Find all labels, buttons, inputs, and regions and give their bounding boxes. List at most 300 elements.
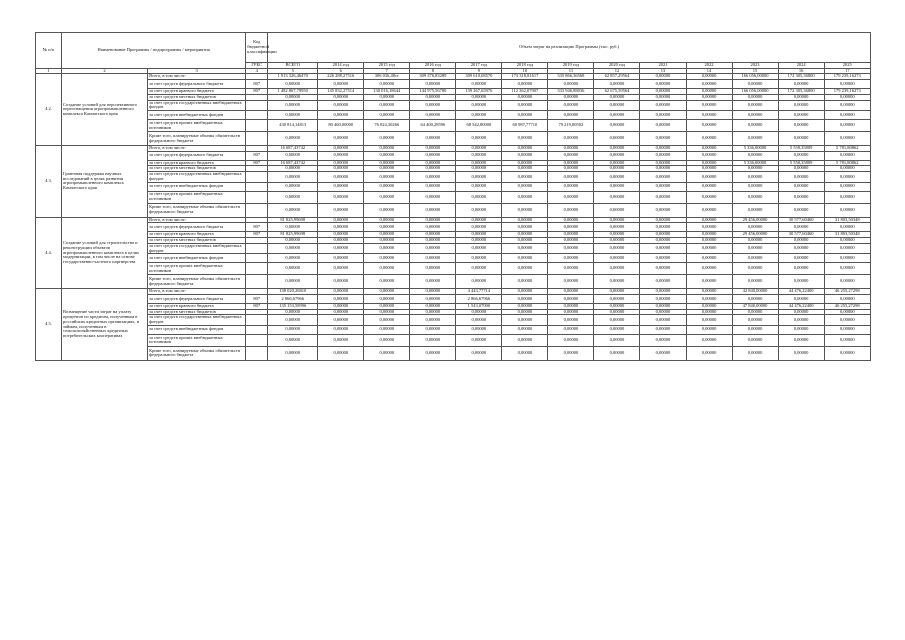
total-value: 1 913 326,46470 xyxy=(268,74,318,80)
table-row xyxy=(36,203,871,217)
year-value: 30 577,60460 xyxy=(778,232,824,238)
year-value: 0,00000 xyxy=(410,232,456,238)
year-value: 0,00000 xyxy=(732,80,778,89)
year-value: 0,00000 xyxy=(318,172,364,182)
year-value: 44 476,22400 xyxy=(778,303,824,309)
funding-source: Кроме того, планируемые объемы обязательств федерального бюджета xyxy=(148,132,246,146)
year-value: 0,00000 xyxy=(364,315,410,325)
header-code: Код бюджетной классификации xyxy=(246,33,268,63)
total-value: 0,00000 xyxy=(268,254,318,263)
year-value: 0,00000 xyxy=(364,263,410,275)
year-value: 0,00000 xyxy=(364,111,410,120)
year-value: 0,00000 xyxy=(364,191,410,203)
year-value: 0,00000 xyxy=(594,223,640,232)
year-value: 0,00000 xyxy=(732,294,778,303)
year-value: 0,00000 xyxy=(732,166,778,172)
year-value: 0,00000 xyxy=(686,89,732,95)
year-value: 0,00000 xyxy=(686,151,732,160)
year-value: 0,00000 xyxy=(640,294,686,303)
year-value: 0,00000 xyxy=(824,166,870,172)
year-value: 0,00000 xyxy=(732,172,778,182)
section-index: 4.3. xyxy=(36,146,62,218)
year-value: 0,00000 xyxy=(502,289,548,295)
year-value: 0,00000 xyxy=(640,217,686,223)
year-value: 60 987,77710 xyxy=(502,120,548,132)
year-value: 1 543,07000 xyxy=(456,303,502,309)
year-value: 0,00000 xyxy=(318,254,364,263)
year-value: 0,00000 xyxy=(824,315,870,325)
year-value: 5 558,35809 xyxy=(778,160,824,166)
header-year: 2014 год xyxy=(318,63,364,69)
year-value: 0,00000 xyxy=(410,166,456,172)
year-value: 306 036,48ст xyxy=(364,74,410,80)
table-row xyxy=(36,263,871,275)
funding-source: за счет средств внебюджетных фондов xyxy=(148,254,246,263)
budget-code xyxy=(246,132,268,146)
year-value: 0,00000 xyxy=(318,325,364,334)
year-value: 0,00000 xyxy=(824,172,870,182)
year-value: 0,00000 xyxy=(824,111,870,120)
header-year: 2020 год xyxy=(594,63,640,69)
year-value: 0,00000 xyxy=(548,132,594,146)
year-value: 0,00000 xyxy=(318,346,364,360)
year-value: 0,00000 xyxy=(594,303,640,309)
year-value: 0,00000 xyxy=(594,232,640,238)
budget-code xyxy=(246,243,268,253)
header-year: 2019 год xyxy=(548,63,594,69)
year-value: 0,00000 xyxy=(456,325,502,334)
total-value: 0,00000 xyxy=(268,263,318,275)
year-value: 0,00000 xyxy=(778,325,824,334)
year-value: 0,00000 xyxy=(502,275,548,289)
year-value: 0,00000 xyxy=(778,254,824,263)
table-row xyxy=(36,254,871,263)
total-value: 0,00000 xyxy=(268,238,318,244)
funding-source: за счет средств федерального бюджета xyxy=(148,80,246,89)
year-value: 46 255,27298 xyxy=(824,303,870,309)
year-value: 0,00000 xyxy=(594,315,640,325)
year-value: 0,00000 xyxy=(548,166,594,172)
year-value: 0,00000 xyxy=(548,275,594,289)
year-value: 0,00000 xyxy=(778,203,824,217)
funding-source: за счет средств прочих внебюджетных источников xyxy=(148,191,246,203)
year-value: 30 577,60460 xyxy=(778,217,824,223)
year-value: 0,00000 xyxy=(410,111,456,120)
year-value: 0,00000 xyxy=(548,146,594,152)
year-value: 0,00000 xyxy=(502,238,548,244)
year-value: 0,00000 xyxy=(824,346,870,360)
year-value: 0,00000 xyxy=(778,294,824,303)
funding-source: за счет средств внебюджетных фондов xyxy=(148,111,246,120)
table-row xyxy=(36,325,871,334)
year-value: 0,00000 xyxy=(456,191,502,203)
year-value: 0,00000 xyxy=(686,160,732,166)
year-value: 0,00000 xyxy=(318,100,364,110)
total-value: 0,00000 xyxy=(268,111,318,120)
column-number: 3 xyxy=(148,68,246,74)
year-value: 0,00000 xyxy=(318,166,364,172)
year-value: 0,00000 xyxy=(502,182,548,191)
year-value: 0,00000 xyxy=(640,74,686,80)
section-name: Возмещение части затрат на уплату процентов по кредитам, полученным в российских кредитных организациях, и займам, полученным в сельскохозяйственных кредитных потребительских кооперативах xyxy=(62,289,148,361)
year-value: 0,00000 xyxy=(686,223,732,232)
year-value: 0,00000 xyxy=(410,275,456,289)
table-row xyxy=(36,151,871,160)
year-value: 0,00000 xyxy=(640,232,686,238)
year-value: 0,00000 xyxy=(456,100,502,110)
year-value: 0,00000 xyxy=(732,100,778,110)
year-value: 0,00000 xyxy=(594,182,640,191)
funding-source: за счет средств краевого бюджета xyxy=(148,89,246,95)
year-value: 0,00000 xyxy=(640,315,686,325)
year-value: 179 239,16273 xyxy=(824,74,870,80)
year-value: 0,00000 xyxy=(318,303,364,309)
header-total: ВСЕГО xyxy=(268,63,318,69)
year-value: 0,00000 xyxy=(732,203,778,217)
table-row xyxy=(36,182,871,191)
total-value: 0,00000 xyxy=(268,172,318,182)
budget-sheet xyxy=(35,32,871,361)
year-value: 0,00000 xyxy=(548,182,594,191)
column-number: 5 xyxy=(268,68,318,74)
year-value: 0,00000 xyxy=(686,100,732,110)
year-value: 0,00000 xyxy=(456,166,502,172)
funding-source: за счет средств местных бюджетов xyxy=(148,238,246,244)
year-value: 0,00000 xyxy=(686,182,732,191)
header-year: 2025 xyxy=(824,63,870,69)
year-value: 0,00000 xyxy=(502,303,548,309)
funding-source: за счет средств государственных внебюджетных фондов xyxy=(148,243,246,253)
year-value: 0,00000 xyxy=(548,325,594,334)
year-value: 0,00000 xyxy=(364,303,410,309)
header-year: 2022 xyxy=(686,63,732,69)
year-value: 0,00000 xyxy=(364,254,410,263)
year-value: 0,00000 xyxy=(364,80,410,89)
year-value: 0,00000 xyxy=(456,238,502,244)
column-number: 6 xyxy=(318,68,364,74)
year-value: 0,00000 xyxy=(410,203,456,217)
year-value: 0,00000 xyxy=(594,289,640,295)
year-value: 0,00000 xyxy=(824,80,870,89)
year-value: 0,00000 xyxy=(778,263,824,275)
column-number: 10 xyxy=(502,68,548,74)
year-value: 0,00000 xyxy=(502,294,548,303)
year-value: 0,00000 xyxy=(502,254,548,263)
year-value: 130 016,18644 xyxy=(364,89,410,95)
section-name: Создание условий для строительства и реконструкции объектов агропромышленного комплекса в целях модернизации, в том числе на основе государственно-частного партнерства xyxy=(62,217,148,289)
year-value: 0,00000 xyxy=(640,94,686,100)
year-value: 44 476,22400 xyxy=(778,289,824,295)
total-value: 0,00000 xyxy=(268,80,318,89)
year-value: 0,00000 xyxy=(502,263,548,275)
column-number: 14 xyxy=(686,68,732,74)
budget-code xyxy=(246,172,268,182)
header-year: 2017 год xyxy=(456,63,502,69)
budget-table xyxy=(35,32,871,361)
budget-code xyxy=(246,120,268,132)
year-value: 0,00000 xyxy=(364,94,410,100)
budget-code xyxy=(246,275,268,289)
year-value: 0,00000 xyxy=(824,120,870,132)
year-value: 0,00000 xyxy=(640,203,686,217)
year-value: 0,00000 xyxy=(594,203,640,217)
year-value: 0,00000 xyxy=(548,100,594,110)
year-value: 0,00000 xyxy=(318,263,364,275)
year-value: 0,00000 xyxy=(824,132,870,146)
budget-code: 807 xyxy=(246,80,268,89)
year-value: 0,00000 xyxy=(548,309,594,315)
year-value: 31 803,50348 xyxy=(824,217,870,223)
year-value: 0,00000 xyxy=(686,315,732,325)
year-value: 0,00000 xyxy=(318,203,364,217)
year-value: 0,00000 xyxy=(410,303,456,309)
year-value: 46 255,27298 xyxy=(824,289,870,295)
budget-code xyxy=(246,315,268,325)
year-value: 0,00000 xyxy=(410,94,456,100)
year-value: 0,00000 xyxy=(364,166,410,172)
header-year: 2021 xyxy=(640,63,686,69)
year-value: 0,00000 xyxy=(640,254,686,263)
year-value: 0,00000 xyxy=(824,243,870,253)
section-index: 4.2. xyxy=(36,74,62,146)
header-year: 2015 год xyxy=(364,63,410,69)
year-value: 0,00000 xyxy=(410,346,456,360)
year-value: 5 781,80862 xyxy=(824,146,870,152)
table-row xyxy=(36,100,871,110)
year-value: 0,00000 xyxy=(410,100,456,110)
funding-source: за счет средств прочих внебюджетных источников xyxy=(148,334,246,346)
year-value: 0,00000 xyxy=(410,151,456,160)
budget-code xyxy=(246,334,268,346)
year-value: 0,00000 xyxy=(778,238,824,244)
year-value: 0,00000 xyxy=(686,325,732,334)
year-value: 0,00000 xyxy=(364,146,410,152)
year-value: 0,00000 xyxy=(410,80,456,89)
year-value: 0,00000 xyxy=(594,254,640,263)
year-value: 0,00000 xyxy=(364,309,410,315)
header-year: 2024 xyxy=(778,63,824,69)
budget-code xyxy=(246,111,268,120)
year-value: 0,00000 xyxy=(502,100,548,110)
year-value: 0,00000 xyxy=(594,238,640,244)
year-value: 0,00000 xyxy=(318,238,364,244)
year-value: 0,00000 xyxy=(686,294,732,303)
year-value: 0,00000 xyxy=(778,111,824,120)
year-value: 145 832,27514 xyxy=(318,89,364,95)
year-value: 0,00000 xyxy=(410,325,456,334)
year-value: 0,00000 xyxy=(732,191,778,203)
year-value: 0,00000 xyxy=(548,346,594,360)
year-value: 166 056,00000 xyxy=(732,89,778,95)
year-value: 0,00000 xyxy=(364,151,410,160)
year-value: 0,00000 xyxy=(594,217,640,223)
year-value: 0,00000 xyxy=(456,232,502,238)
header-volume: Объем затрат на реализацию Программы (тыс. руб.) xyxy=(268,33,871,63)
year-value: 0,00000 xyxy=(410,132,456,146)
year-value: 80 460,00000 xyxy=(318,120,364,132)
header-code-sub: ГРБС xyxy=(246,63,268,69)
year-value: 0,00000 xyxy=(732,325,778,334)
year-value: 0,00000 xyxy=(364,289,410,295)
year-value: 0,00000 xyxy=(364,100,410,110)
year-value: 144 975,56780 xyxy=(410,89,456,95)
year-value: 0,00000 xyxy=(456,146,502,152)
funding-source: Кроме того, планируемые объемы обязательств федерального бюджета xyxy=(148,275,246,289)
year-value: 0,00000 xyxy=(594,346,640,360)
funding-source: за счет средств внебюджетных фондов xyxy=(148,182,246,191)
year-value: 0,00000 xyxy=(548,238,594,244)
year-value: 309 376,83289 xyxy=(410,74,456,80)
header-name: Наименование Программы / подпрограммы / мероприятия xyxy=(62,33,246,69)
funding-source: за счет средств федерального бюджета xyxy=(148,223,246,232)
year-value: 0,00000 xyxy=(456,217,502,223)
year-value: 0,00000 xyxy=(318,146,364,152)
year-value: 0,00000 xyxy=(686,132,732,146)
year-value: 0,00000 xyxy=(732,120,778,132)
year-value: 0,00000 xyxy=(778,94,824,100)
year-value: 0,00000 xyxy=(364,275,410,289)
year-value: 0,00000 xyxy=(778,243,824,253)
section-name: Создание условий для перспективного переоснащения агропромышленного комплекса Камчатского края xyxy=(62,74,148,146)
funding-source: Кроме того, планируемые объемы обязательств федерального бюджета xyxy=(148,346,246,360)
year-value: 0,00000 xyxy=(364,334,410,346)
funding-source: за счет средств государственных внебюджетных фондов xyxy=(148,315,246,325)
year-value: 0,00000 xyxy=(502,160,548,166)
section-index: 4.5. xyxy=(36,289,62,361)
budget-code xyxy=(246,182,268,191)
year-value: 0,00000 xyxy=(548,243,594,253)
section-index: 4.4. xyxy=(36,217,62,289)
year-value: 0,00000 xyxy=(364,203,410,217)
year-value: 42 840,00000 xyxy=(732,289,778,295)
year-value: 0,00000 xyxy=(364,217,410,223)
year-value: 0,00000 xyxy=(502,346,548,360)
year-value: 0,00000 xyxy=(548,203,594,217)
column-number: 17 xyxy=(824,68,870,74)
year-value: 0,00000 xyxy=(456,254,502,263)
year-value: 5 336,00000 xyxy=(732,160,778,166)
year-value: 0,00000 xyxy=(456,243,502,253)
year-value: 179 239,16273 xyxy=(824,89,870,95)
year-value: 0,00000 xyxy=(548,254,594,263)
year-value: 0,00000 xyxy=(594,94,640,100)
column-number: 1 xyxy=(36,68,62,74)
year-value: 0,00000 xyxy=(594,146,640,152)
funding-source: за счет средств краевого бюджета xyxy=(148,160,246,166)
year-value: 0,00000 xyxy=(686,217,732,223)
year-value: 0,00000 xyxy=(778,309,824,315)
total-value: 0,00000 xyxy=(268,166,318,172)
year-value: 0,00000 xyxy=(502,325,548,334)
year-value: 0,00000 xyxy=(456,275,502,289)
year-value: 0,00000 xyxy=(502,243,548,253)
year-value: 0,00000 xyxy=(640,151,686,160)
year-value: 0,00000 xyxy=(502,232,548,238)
year-value: 0,00000 xyxy=(548,172,594,182)
year-value: 0,00000 xyxy=(410,254,456,263)
year-value: 2 866,67966 xyxy=(456,294,502,303)
year-value: 139 267,65976 xyxy=(456,89,502,95)
section-name: Грантовая поддержка научных исследований в целях развития агропромышленного комплекса Камчатского края xyxy=(62,146,148,218)
year-value: 0,00000 xyxy=(732,238,778,244)
year-value: 0,00000 xyxy=(732,151,778,160)
year-value: 0,00000 xyxy=(640,80,686,89)
total-value: 0,00000 xyxy=(268,132,318,146)
column-number: 13 xyxy=(640,68,686,74)
budget-code: 807 xyxy=(246,232,268,238)
year-value: 0,00000 xyxy=(778,315,824,325)
year-value: 79 219,00502 xyxy=(548,120,594,132)
budget-code: 807 xyxy=(246,303,268,309)
year-value: 0,00000 xyxy=(364,346,410,360)
year-value: 0,00000 xyxy=(318,80,364,89)
year-value: 0,00000 xyxy=(594,100,640,110)
year-value: 0,00000 xyxy=(364,172,410,182)
budget-code xyxy=(246,263,268,275)
year-value: 0,00000 xyxy=(732,111,778,120)
year-value: 0,00000 xyxy=(594,243,640,253)
year-value: 0,00000 xyxy=(594,334,640,346)
budget-code: 807 xyxy=(246,160,268,166)
year-value: 0,00000 xyxy=(318,217,364,223)
year-value: 0,00000 xyxy=(686,146,732,152)
year-value: 335 866,36568 xyxy=(548,74,594,80)
year-value: 0,00000 xyxy=(502,203,548,217)
year-value: 0,00000 xyxy=(502,146,548,152)
year-value: 62 675,59564 xyxy=(594,89,640,95)
year-value: 0,00000 xyxy=(640,334,686,346)
budget-code xyxy=(246,100,268,110)
year-value: 0,00000 xyxy=(732,315,778,325)
year-value: 0,00000 xyxy=(410,238,456,244)
total-value: 1 482 867,79950 xyxy=(268,89,318,95)
year-value: 0,00000 xyxy=(824,223,870,232)
year-value: 0,00000 xyxy=(456,334,502,346)
total-value: 0,00000 xyxy=(268,243,318,253)
year-value: 0,00000 xyxy=(640,166,686,172)
year-value: 0,00000 xyxy=(686,275,732,289)
year-value: 0,00000 xyxy=(364,232,410,238)
year-value: 68 542,80000 xyxy=(456,120,502,132)
year-value: 0,00000 xyxy=(548,263,594,275)
year-value: 5 558,35809 xyxy=(778,146,824,152)
table-row xyxy=(36,243,871,253)
year-value: 0,00000 xyxy=(364,243,410,253)
column-number: 2 xyxy=(62,68,148,74)
year-value: 0,00000 xyxy=(548,191,594,203)
year-value: 0,00000 xyxy=(594,111,640,120)
funding-source: за счет средств краевого бюджета xyxy=(148,303,246,309)
funding-source: за счет средств прочих внебюджетных источников xyxy=(148,263,246,275)
funding-source: за счет средств внебюджетных фондов xyxy=(148,325,246,334)
year-value: 0,00000 xyxy=(640,275,686,289)
year-value: 0,00000 xyxy=(502,172,548,182)
year-value: 0,00000 xyxy=(778,275,824,289)
year-value: 62 857,29564 xyxy=(594,74,640,80)
year-value: 29 456,00000 xyxy=(732,217,778,223)
year-value: 0,00000 xyxy=(686,232,732,238)
year-value: 0,00000 xyxy=(824,294,870,303)
year-value: 0,00000 xyxy=(686,120,732,132)
year-value: 0,00000 xyxy=(594,191,640,203)
year-value: 0,00000 xyxy=(548,289,594,295)
year-value: 112 362,07907 xyxy=(502,89,548,95)
year-value: 0,00000 xyxy=(410,191,456,203)
header-year: 2016 год xyxy=(410,63,456,69)
year-value: 0,00000 xyxy=(456,132,502,146)
year-value: 0,00000 xyxy=(456,172,502,182)
year-value: 0,00000 xyxy=(502,217,548,223)
